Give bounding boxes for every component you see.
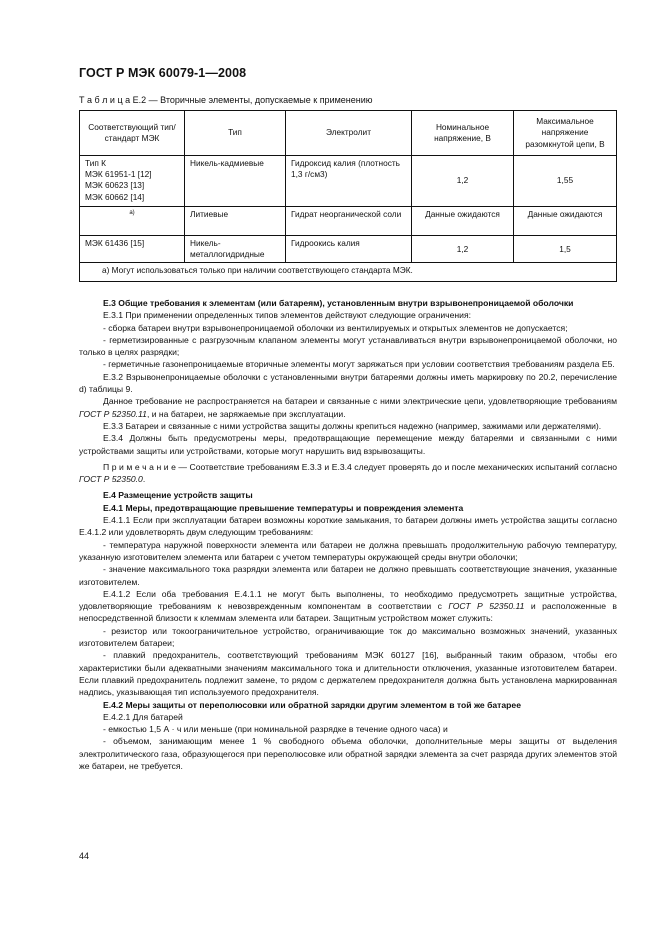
text-run: Данное требование не распространяется на батареи и связанные с ними электрические цепи, удовлетворяющие требованиям bbox=[103, 396, 617, 407]
list-item: - резистор или токоограничительное устройство, ограничивающие ток до максимально возможных значений, указанных изготовителем батареи; bbox=[79, 625, 617, 649]
table-cell: 1,55 bbox=[514, 156, 617, 207]
paragraph: Е.4.1.1 Если при эксплуатации батареи возможны короткие замыкания, то батареи должны иметь устройства защиты согласно Е.4.1.2 или удовлетворять двум следующим требованиям: bbox=[79, 515, 617, 538]
table-cell: Тип К МЭК 61951-1 [12] МЭК 60623 [13] МЭК 60662 [14] bbox=[80, 156, 185, 207]
table-footnote: a) Могут использоваться только при наличии соответствующего стандарта МЭК. bbox=[80, 263, 617, 282]
list-item: - плавкий предохранитель, соответствующий требованиям МЭК 60127 [16], выбранный таким образом, чтобы его характеристики были адекватными значениям максимального тока и длительности отключения, указанные изготовителем батареи. Если плавкий предохранитель подлежит замене, то рядом с держателем предохранителя должна быть установлена маркированная надпись, указывающая тип используемого предохранителя. bbox=[79, 650, 617, 698]
table-cell: Данные ожидаются bbox=[412, 207, 514, 236]
table-row bbox=[80, 156, 617, 207]
list-item: - сборка батареи внутри взрывонепроницаемой оболочки из вентилируемых и открытых элементов не допускается; bbox=[103, 322, 568, 333]
table-cell: Никель-металлогидридные bbox=[185, 236, 286, 263]
secondary-cells-table bbox=[79, 110, 617, 282]
document-header-title: ГОСТ Р МЭК 60079-1—2008 bbox=[79, 66, 247, 80]
paragraph: Е.3.2 Взрывонепроницаемые оболочки с установленными внутри батареями должны иметь маркировку по 20.2, перечисление d) таблицы 9. bbox=[79, 371, 617, 395]
section-heading: Е.4 Размещение устройств защиты bbox=[103, 490, 253, 501]
list-item: - герметизированные с разгрузочным клапаном элементы могут устанавливаться внутри взрывонепроницаемой оболочки, но только в целях разрядки; bbox=[79, 334, 617, 358]
table-header-row bbox=[80, 111, 617, 156]
table-row bbox=[80, 207, 617, 236]
paragraph: Е.3.4 Должны быть предусмотрены меры, предотвращающие перемещение между батареями и связанными с ними устройствами защиты или устройствами, которые могут нарушить вид взрывозащиты. bbox=[79, 433, 617, 456]
list-item: - объемом, занимающим менее 1 % свободного объема оболочки, дополнительные меры защиты от выделения электролитического газа, образующегося при переполюсовке или обратной зарядки элемента за счет разряда других элементов этой же батареи, не требуется. bbox=[79, 736, 617, 771]
section-heading: Е.3 Общие требования к элементам (или батареям), установленным внутри взрывонепроницаемой оболочки bbox=[103, 298, 574, 308]
paragraph: Е.3.1 При применении определенных типов элементов действуют следующие ограничения: bbox=[103, 310, 471, 321]
table-footnote-row bbox=[80, 263, 617, 282]
table-caption: Т а б л и ц а Е.2 — Вторичные элементы, допускаемые к применению bbox=[79, 95, 373, 105]
list-item: - значение максимального тока разрядки элемента или батареи не должно превышать соответствующие значения, указанные изготовителем. bbox=[79, 564, 617, 587]
document-body bbox=[79, 297, 617, 772]
standard-reference: ГОСТ Р 52350.0 bbox=[79, 474, 143, 485]
table-cell: 1,2 bbox=[412, 156, 514, 207]
table-cell: Никель-кадмиевые bbox=[185, 156, 286, 207]
paragraph bbox=[79, 588, 617, 625]
subsection-heading: Е.4.1 Меры, предотвращающие превышение температуры и повреждения элемента bbox=[103, 502, 464, 513]
paragraph: Е.3.3 Батареи и связанные с ними устройства защиты должны крепиться надежно (например, зажимами или держателями). bbox=[103, 420, 602, 431]
paragraph bbox=[79, 395, 617, 420]
column-header: Тип bbox=[185, 111, 286, 156]
standard-reference: ГОСТ Р 52350.11 bbox=[79, 408, 147, 419]
note-paragraph bbox=[79, 461, 617, 486]
column-header: Электролит bbox=[286, 111, 412, 156]
table-cell: МЭК 61436 [15] bbox=[80, 236, 185, 263]
text-run: — Соответствие требованиям Е.3.3 и Е.3.4 следует проверять до и после механических испытаний согласно bbox=[175, 461, 618, 472]
table-cell: 1,5 bbox=[514, 236, 617, 263]
text-run: , и на батареи, не заряжаемые при эксплуатации. bbox=[146, 408, 346, 419]
list-item: - температура наружной поверхности элемента или батареи не должна превышать продолжительную рабочую температуру, указанную изготовителем элемента или батареи с учетом температуры окружающей среды внутри оболочки; bbox=[79, 539, 617, 562]
table-cell: a) bbox=[80, 207, 185, 236]
column-header: Максимальное напряжение разомкнутой цепи, В bbox=[514, 111, 617, 156]
text-run: и расположенные в непосредственной близости к клеммам элемента или батареи. Защитным устройством может служить: bbox=[79, 601, 617, 624]
subsection-heading: Е.4.2 Меры защиты от переполюсовки или обратной зарядки другим элементом в той же батарее bbox=[103, 699, 521, 710]
list-item: - емкостью 1,5 А · ч или меньше (при номинальной разрядке в течение одного часа) и bbox=[103, 724, 448, 735]
paragraph: Е.4.2.1 Для батарей bbox=[103, 711, 183, 722]
table-cell: Данные ожидаются bbox=[514, 207, 617, 236]
note-label: П р и м е ч а н и е bbox=[103, 461, 176, 472]
text-run: Е.4.1.2 Если оба требования Е.4.1.1 не могут быть выполнены, то необходимо предусмотреть защитные устройства, удовлетворяющие требованиям к невозврежденным компонентам в соответствии с bbox=[79, 588, 617, 612]
table-cell: Литиевые bbox=[185, 207, 286, 236]
table-cell: Гидроокись калия bbox=[286, 236, 412, 263]
table-cell: Гидрат неорганической соли bbox=[286, 207, 412, 236]
column-header: Номинальное напряжение, В bbox=[412, 111, 514, 156]
column-header: Соответствующий тип/стандарт МЭК bbox=[80, 111, 185, 156]
text-run: . bbox=[142, 474, 146, 485]
table-cell: 1,2 bbox=[412, 236, 514, 263]
table-cell: Гидроксид калия (плотность 1,3 г/см3) bbox=[286, 156, 412, 207]
table-row bbox=[80, 236, 617, 263]
page-number: 44 bbox=[79, 851, 90, 861]
standard-reference: ГОСТ Р 52350.11 bbox=[448, 601, 525, 612]
list-item: - герметичные газонепроницаемые вторичные элементы могут заряжаться при условии соответствия требованиям раздела Е5. bbox=[103, 359, 615, 370]
